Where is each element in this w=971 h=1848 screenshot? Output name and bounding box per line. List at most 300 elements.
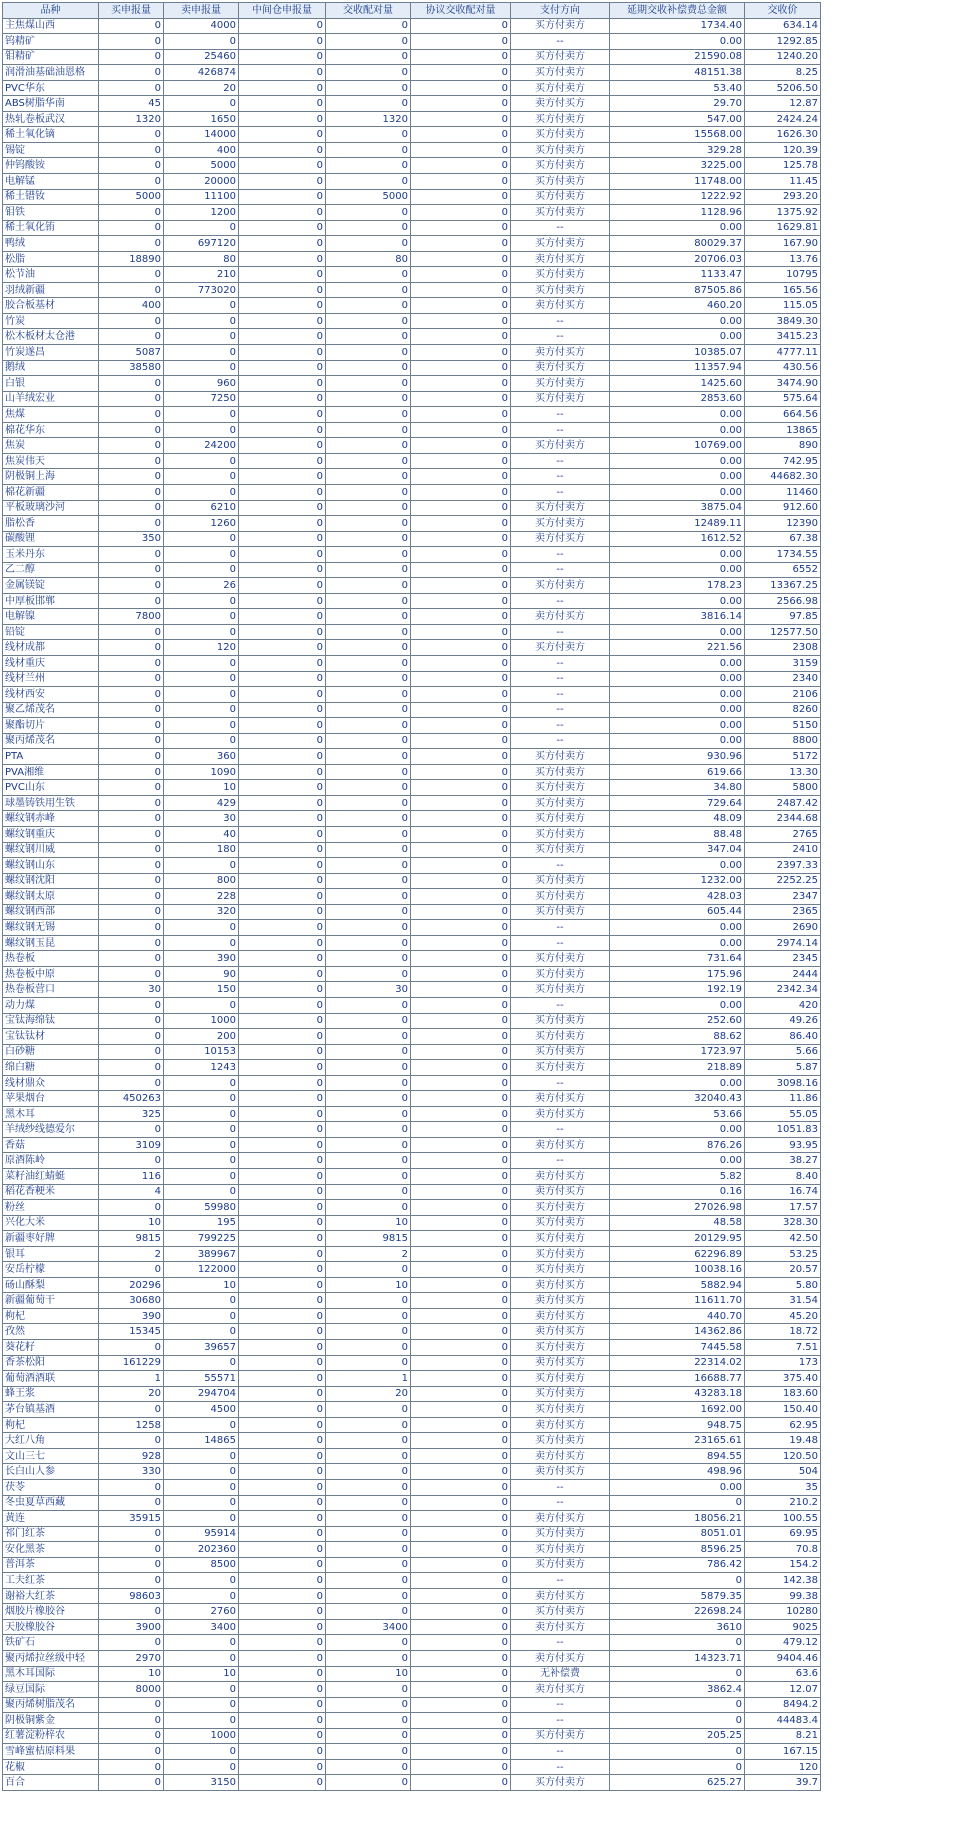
cell-buy-declared: 1320 bbox=[99, 111, 164, 127]
table-row bbox=[3, 500, 821, 516]
cell-compensation-total: 0.00 bbox=[610, 1075, 745, 1091]
cell-product-name: 平板玻璃沙河 bbox=[3, 500, 99, 516]
cell-sell-declared: 10153 bbox=[164, 1044, 239, 1060]
cell-agreement-matched: 0 bbox=[411, 1759, 511, 1775]
cell-agreement-matched: 0 bbox=[411, 469, 511, 485]
cell-compensation-total: 0.00 bbox=[610, 329, 745, 345]
cell-delivery-price: 63.6 bbox=[745, 1666, 821, 1682]
cell-compensation-total: 0.00 bbox=[610, 562, 745, 578]
cell-intermediate-declared: 0 bbox=[239, 1355, 326, 1371]
cell-sell-declared: 0 bbox=[164, 1744, 239, 1760]
cell-delivery-matched: 0 bbox=[326, 718, 411, 734]
cell-sell-declared: 0 bbox=[164, 1324, 239, 1340]
cell-sell-declared: 10 bbox=[164, 1277, 239, 1293]
cell-buy-declared: 400 bbox=[99, 298, 164, 314]
cell-delivery-matched: 0 bbox=[326, 842, 411, 858]
cell-compensation-total: 218.89 bbox=[610, 1060, 745, 1076]
cell-sell-declared: 0 bbox=[164, 1697, 239, 1713]
cell-product-name: 粉丝 bbox=[3, 1200, 99, 1216]
cell-product-name: 阴极铜上海 bbox=[3, 469, 99, 485]
cell-compensation-total: 20129.95 bbox=[610, 1231, 745, 1247]
cell-delivery-matched: 0 bbox=[326, 438, 411, 454]
cell-compensation-total: 205.25 bbox=[610, 1728, 745, 1744]
table-row bbox=[3, 951, 821, 967]
cell-sell-declared: 4500 bbox=[164, 1402, 239, 1418]
cell-intermediate-declared: 0 bbox=[239, 453, 326, 469]
cell-intermediate-declared: 0 bbox=[239, 391, 326, 407]
cell-compensation-total: 440.70 bbox=[610, 1308, 745, 1324]
cell-sell-declared: 697120 bbox=[164, 236, 239, 252]
cell-agreement-matched: 0 bbox=[411, 1666, 511, 1682]
cell-delivery-matched: 0 bbox=[326, 547, 411, 563]
cell-product-name: 热卷板营口 bbox=[3, 982, 99, 998]
table-row bbox=[3, 1231, 821, 1247]
cell-buy-declared: 0 bbox=[99, 966, 164, 982]
cell-payment-direction: -- bbox=[511, 733, 610, 749]
cell-product-name: 烟胶片橡胶谷 bbox=[3, 1604, 99, 1620]
cell-intermediate-declared: 0 bbox=[239, 422, 326, 438]
cell-delivery-matched: 0 bbox=[326, 329, 411, 345]
cell-delivery-price: 44682.30 bbox=[745, 469, 821, 485]
cell-sell-declared: 120 bbox=[164, 640, 239, 656]
cell-intermediate-declared: 0 bbox=[239, 1417, 326, 1433]
cell-sell-declared: 0 bbox=[164, 858, 239, 874]
cell-sell-declared: 0 bbox=[164, 593, 239, 609]
cell-delivery-price: 2365 bbox=[745, 904, 821, 920]
cell-intermediate-declared: 0 bbox=[239, 313, 326, 329]
cell-intermediate-declared: 0 bbox=[239, 671, 326, 687]
cell-intermediate-declared: 0 bbox=[239, 780, 326, 796]
cell-buy-declared: 0 bbox=[99, 1200, 164, 1216]
cell-sell-declared: 39657 bbox=[164, 1340, 239, 1356]
cell-delivery-price: 6552 bbox=[745, 562, 821, 578]
cell-delivery-matched: 20 bbox=[326, 1386, 411, 1402]
cell-delivery-matched: 0 bbox=[326, 1340, 411, 1356]
table-body bbox=[3, 18, 821, 1790]
cell-intermediate-declared: 0 bbox=[239, 1200, 326, 1216]
table-row bbox=[3, 733, 821, 749]
cell-delivery-price: 150.40 bbox=[745, 1402, 821, 1418]
cell-buy-declared: 0 bbox=[99, 65, 164, 81]
cell-compensation-total: 18056.21 bbox=[610, 1511, 745, 1527]
cell-compensation-total: 53.66 bbox=[610, 1106, 745, 1122]
cell-agreement-matched: 0 bbox=[411, 562, 511, 578]
cell-delivery-matched: 0 bbox=[326, 127, 411, 143]
cell-sell-declared: 180 bbox=[164, 842, 239, 858]
cell-delivery-price: 5206.50 bbox=[745, 80, 821, 96]
header-payment-direction: 支付方向 bbox=[511, 3, 610, 19]
cell-buy-declared: 7800 bbox=[99, 609, 164, 625]
cell-buy-declared: 0 bbox=[99, 282, 164, 298]
table-row bbox=[3, 1759, 821, 1775]
cell-agreement-matched: 0 bbox=[411, 1355, 511, 1371]
cell-product-name: 葵花籽 bbox=[3, 1340, 99, 1356]
cell-delivery-price: 7.51 bbox=[745, 1340, 821, 1356]
cell-agreement-matched: 0 bbox=[411, 1433, 511, 1449]
cell-sell-declared: 1000 bbox=[164, 1013, 239, 1029]
cell-buy-declared: 0 bbox=[99, 516, 164, 532]
cell-intermediate-declared: 0 bbox=[239, 687, 326, 703]
cell-compensation-total: 16688.77 bbox=[610, 1371, 745, 1387]
cell-delivery-price: 2252.25 bbox=[745, 873, 821, 889]
cell-compensation-total: 0 bbox=[610, 1635, 745, 1651]
cell-payment-direction: -- bbox=[511, 624, 610, 640]
cell-payment-direction: 卖方付买方 bbox=[511, 1324, 610, 1340]
cell-delivery-price: 8.25 bbox=[745, 65, 821, 81]
cell-delivery-matched: 0 bbox=[326, 920, 411, 936]
cell-delivery-price: 10795 bbox=[745, 267, 821, 283]
cell-product-name: 蜂王浆 bbox=[3, 1386, 99, 1402]
cell-payment-direction: -- bbox=[511, 220, 610, 236]
cell-sell-declared: 0 bbox=[164, 547, 239, 563]
cell-buy-declared: 450263 bbox=[99, 1091, 164, 1107]
cell-delivery-matched: 0 bbox=[326, 1200, 411, 1216]
cell-intermediate-declared: 0 bbox=[239, 764, 326, 780]
cell-sell-declared: 7250 bbox=[164, 391, 239, 407]
cell-buy-declared: 0 bbox=[99, 1542, 164, 1558]
cell-agreement-matched: 0 bbox=[411, 1495, 511, 1511]
cell-payment-direction: 买方付卖方 bbox=[511, 1340, 610, 1356]
cell-agreement-matched: 0 bbox=[411, 18, 511, 34]
cell-delivery-price: 2347 bbox=[745, 889, 821, 905]
table-row bbox=[3, 1402, 821, 1418]
cell-delivery-matched: 0 bbox=[326, 34, 411, 50]
cell-agreement-matched: 0 bbox=[411, 1308, 511, 1324]
cell-compensation-total: 0.16 bbox=[610, 1184, 745, 1200]
table-row bbox=[3, 282, 821, 298]
table-row bbox=[3, 795, 821, 811]
cell-sell-declared: 0 bbox=[164, 1511, 239, 1527]
cell-intermediate-declared: 0 bbox=[239, 1573, 326, 1589]
table-row bbox=[3, 578, 821, 594]
cell-delivery-price: 70.8 bbox=[745, 1542, 821, 1558]
cell-sell-declared: 0 bbox=[164, 220, 239, 236]
cell-intermediate-declared: 0 bbox=[239, 1448, 326, 1464]
cell-sell-declared: 95914 bbox=[164, 1526, 239, 1542]
cell-sell-declared: 150 bbox=[164, 982, 239, 998]
cell-delivery-matched: 0 bbox=[326, 484, 411, 500]
cell-intermediate-declared: 0 bbox=[239, 998, 326, 1014]
cell-buy-declared: 0 bbox=[99, 220, 164, 236]
cell-payment-direction: 卖方付买方 bbox=[511, 1511, 610, 1527]
cell-product-name: 线材鼎众 bbox=[3, 1075, 99, 1091]
cell-intermediate-declared: 0 bbox=[239, 1324, 326, 1340]
cell-payment-direction: -- bbox=[511, 1573, 610, 1589]
cell-delivery-matched: 10 bbox=[326, 1215, 411, 1231]
cell-intermediate-declared: 0 bbox=[239, 1340, 326, 1356]
cell-product-name: 香茶松阳 bbox=[3, 1355, 99, 1371]
cell-compensation-total: 3862.4 bbox=[610, 1682, 745, 1698]
cell-agreement-matched: 0 bbox=[411, 1075, 511, 1091]
cell-payment-direction: 买方付卖方 bbox=[511, 1557, 610, 1573]
cell-buy-declared: 0 bbox=[99, 34, 164, 50]
cell-sell-declared: 0 bbox=[164, 1355, 239, 1371]
cell-delivery-matched: 0 bbox=[326, 1029, 411, 1045]
table-row bbox=[3, 236, 821, 252]
cell-payment-direction: -- bbox=[511, 422, 610, 438]
cell-delivery-price: 8.21 bbox=[745, 1728, 821, 1744]
cell-agreement-matched: 0 bbox=[411, 1682, 511, 1698]
cell-buy-declared: 0 bbox=[99, 718, 164, 734]
cell-payment-direction: -- bbox=[511, 998, 610, 1014]
cell-buy-declared: 8000 bbox=[99, 1682, 164, 1698]
cell-delivery-matched: 0 bbox=[326, 795, 411, 811]
cell-payment-direction: 卖方付买方 bbox=[511, 1169, 610, 1185]
cell-sell-declared: 0 bbox=[164, 1091, 239, 1107]
cell-compensation-total: 0.00 bbox=[610, 547, 745, 563]
cell-delivery-matched: 0 bbox=[326, 1635, 411, 1651]
cell-compensation-total: 8596.25 bbox=[610, 1542, 745, 1558]
cell-payment-direction: 卖方付买方 bbox=[511, 1106, 610, 1122]
cell-intermediate-declared: 0 bbox=[239, 1308, 326, 1324]
cell-payment-direction: 买方付卖方 bbox=[511, 1200, 610, 1216]
cell-compensation-total: 498.96 bbox=[610, 1464, 745, 1480]
table-row bbox=[3, 1371, 821, 1387]
cell-product-name: 螺纹钢玉昆 bbox=[3, 935, 99, 951]
cell-payment-direction: 买方付卖方 bbox=[511, 811, 610, 827]
cell-sell-declared: 0 bbox=[164, 718, 239, 734]
cell-intermediate-declared: 0 bbox=[239, 935, 326, 951]
cell-agreement-matched: 0 bbox=[411, 1013, 511, 1029]
cell-compensation-total: 192.19 bbox=[610, 982, 745, 998]
cell-intermediate-declared: 0 bbox=[239, 593, 326, 609]
cell-delivery-price: 44483.4 bbox=[745, 1713, 821, 1729]
header-row bbox=[3, 3, 821, 19]
cell-product-name: 长白山人参 bbox=[3, 1464, 99, 1480]
cell-buy-declared: 0 bbox=[99, 1526, 164, 1542]
cell-product-name: 聚丙烯拉丝级中轻 bbox=[3, 1650, 99, 1666]
cell-product-name: 电解镍 bbox=[3, 609, 99, 625]
cell-payment-direction: 卖方付买方 bbox=[511, 1137, 610, 1153]
cell-agreement-matched: 0 bbox=[411, 500, 511, 516]
table-row bbox=[3, 313, 821, 329]
cell-delivery-price: 210.2 bbox=[745, 1495, 821, 1511]
cell-delivery-matched: 0 bbox=[326, 1075, 411, 1091]
table-row bbox=[3, 889, 821, 905]
cell-buy-declared: 0 bbox=[99, 1479, 164, 1495]
cell-buy-declared: 116 bbox=[99, 1169, 164, 1185]
cell-sell-declared: 0 bbox=[164, 920, 239, 936]
cell-payment-direction: -- bbox=[511, 935, 610, 951]
table-row bbox=[3, 811, 821, 827]
cell-delivery-matched: 0 bbox=[326, 687, 411, 703]
table-row bbox=[3, 1293, 821, 1309]
cell-delivery-matched: 0 bbox=[326, 453, 411, 469]
cell-delivery-matched: 0 bbox=[326, 1557, 411, 1573]
cell-agreement-matched: 0 bbox=[411, 1402, 511, 1418]
table-row bbox=[3, 111, 821, 127]
cell-intermediate-declared: 0 bbox=[239, 1029, 326, 1045]
cell-delivery-price: 13367.25 bbox=[745, 578, 821, 594]
cell-agreement-matched: 0 bbox=[411, 251, 511, 267]
cell-delivery-price: 13.76 bbox=[745, 251, 821, 267]
cell-sell-declared: 20000 bbox=[164, 174, 239, 190]
cell-delivery-matched: 0 bbox=[326, 1573, 411, 1589]
table-row bbox=[3, 858, 821, 874]
table-row bbox=[3, 438, 821, 454]
cell-sell-declared: 55571 bbox=[164, 1371, 239, 1387]
cell-agreement-matched: 0 bbox=[411, 453, 511, 469]
cell-product-name: 绿豆国际 bbox=[3, 1682, 99, 1698]
cell-delivery-matched: 10 bbox=[326, 1277, 411, 1293]
cell-payment-direction: -- bbox=[511, 1635, 610, 1651]
cell-intermediate-declared: 0 bbox=[239, 1495, 326, 1511]
cell-agreement-matched: 0 bbox=[411, 1184, 511, 1200]
cell-intermediate-declared: 0 bbox=[239, 158, 326, 174]
cell-product-name: 聚丙烯茂名 bbox=[3, 733, 99, 749]
cell-agreement-matched: 0 bbox=[411, 811, 511, 827]
cell-intermediate-declared: 0 bbox=[239, 1697, 326, 1713]
cell-buy-declared: 20296 bbox=[99, 1277, 164, 1293]
cell-compensation-total: 0.00 bbox=[610, 422, 745, 438]
cell-sell-declared: 294704 bbox=[164, 1386, 239, 1402]
cell-sell-declared: 90 bbox=[164, 966, 239, 982]
cell-compensation-total: 5.82 bbox=[610, 1169, 745, 1185]
cell-sell-declared: 0 bbox=[164, 1635, 239, 1651]
cell-delivery-price: 3098.16 bbox=[745, 1075, 821, 1091]
cell-product-name: 孜然 bbox=[3, 1324, 99, 1340]
cell-product-name: 普洱茶 bbox=[3, 1557, 99, 1573]
cell-payment-direction: 卖方付买方 bbox=[511, 1417, 610, 1433]
cell-compensation-total: 8051.01 bbox=[610, 1526, 745, 1542]
cell-buy-declared: 0 bbox=[99, 1153, 164, 1169]
cell-agreement-matched: 0 bbox=[411, 1557, 511, 1573]
cell-agreement-matched: 0 bbox=[411, 1091, 511, 1107]
cell-compensation-total: 0.00 bbox=[610, 593, 745, 609]
cell-delivery-matched: 0 bbox=[326, 873, 411, 889]
cell-payment-direction: -- bbox=[511, 547, 610, 563]
cell-intermediate-declared: 0 bbox=[239, 484, 326, 500]
cell-intermediate-declared: 0 bbox=[239, 1682, 326, 1698]
cell-delivery-matched: 0 bbox=[326, 733, 411, 749]
cell-sell-declared: 6210 bbox=[164, 500, 239, 516]
cell-agreement-matched: 0 bbox=[411, 795, 511, 811]
cell-payment-direction: 卖方付买方 bbox=[511, 345, 610, 361]
cell-compensation-total: 1133.47 bbox=[610, 267, 745, 283]
cell-sell-declared: 195 bbox=[164, 1215, 239, 1231]
cell-intermediate-declared: 0 bbox=[239, 1277, 326, 1293]
cell-product-name: 祁门红茶 bbox=[3, 1526, 99, 1542]
cell-agreement-matched: 0 bbox=[411, 609, 511, 625]
cell-intermediate-declared: 0 bbox=[239, 1759, 326, 1775]
cell-agreement-matched: 0 bbox=[411, 1340, 511, 1356]
cell-payment-direction: 卖方付买方 bbox=[511, 1293, 610, 1309]
cell-intermediate-declared: 0 bbox=[239, 904, 326, 920]
cell-buy-declared: 0 bbox=[99, 811, 164, 827]
cell-product-name: PVC山东 bbox=[3, 780, 99, 796]
cell-agreement-matched: 0 bbox=[411, 1153, 511, 1169]
cell-buy-declared: 0 bbox=[99, 935, 164, 951]
cell-payment-direction: -- bbox=[511, 655, 610, 671]
cell-intermediate-declared: 0 bbox=[239, 1169, 326, 1185]
cell-product-name: 砀山酥梨 bbox=[3, 1277, 99, 1293]
cell-compensation-total: 221.56 bbox=[610, 640, 745, 656]
cell-buy-declared: 0 bbox=[99, 1340, 164, 1356]
cell-delivery-price: 2566.98 bbox=[745, 593, 821, 609]
header-delivery-matched: 交收配对量 bbox=[326, 3, 411, 19]
cell-buy-declared: 0 bbox=[99, 1713, 164, 1729]
cell-product-name: 新疆葡萄干 bbox=[3, 1293, 99, 1309]
cell-payment-direction: 买方付卖方 bbox=[511, 1604, 610, 1620]
cell-buy-declared: 0 bbox=[99, 578, 164, 594]
cell-buy-declared: 0 bbox=[99, 1635, 164, 1651]
cell-compensation-total: 0.00 bbox=[610, 655, 745, 671]
cell-payment-direction: 卖方付买方 bbox=[511, 1091, 610, 1107]
cell-delivery-matched: 0 bbox=[326, 749, 411, 765]
cell-payment-direction: 买方付卖方 bbox=[511, 764, 610, 780]
cell-delivery-matched: 0 bbox=[326, 1293, 411, 1309]
cell-buy-declared: 0 bbox=[99, 687, 164, 703]
cell-product-name: 金属镁锭 bbox=[3, 578, 99, 594]
cell-compensation-total: 3875.04 bbox=[610, 500, 745, 516]
cell-product-name: 润滑油基础油恩格 bbox=[3, 65, 99, 81]
cell-agreement-matched: 0 bbox=[411, 360, 511, 376]
cell-agreement-matched: 0 bbox=[411, 329, 511, 345]
cell-payment-direction: -- bbox=[511, 329, 610, 345]
header-compensation-total: 延期交收补偿费总金额 bbox=[610, 3, 745, 19]
table-row bbox=[3, 1588, 821, 1604]
cell-payment-direction: -- bbox=[511, 484, 610, 500]
cell-delivery-price: 2342.34 bbox=[745, 982, 821, 998]
cell-payment-direction: 买方付卖方 bbox=[511, 65, 610, 81]
table-row bbox=[3, 749, 821, 765]
cell-delivery-price: 2345 bbox=[745, 951, 821, 967]
cell-compensation-total: 0.00 bbox=[610, 469, 745, 485]
cell-product-name: 枸杞 bbox=[3, 1308, 99, 1324]
cell-payment-direction: 买方付卖方 bbox=[511, 18, 610, 34]
cell-compensation-total: 1734.40 bbox=[610, 18, 745, 34]
cell-sell-declared: 389967 bbox=[164, 1246, 239, 1262]
cell-delivery-matched: 0 bbox=[326, 531, 411, 547]
cell-buy-declared: 330 bbox=[99, 1464, 164, 1480]
cell-intermediate-declared: 0 bbox=[239, 562, 326, 578]
cell-product-name: 胶合板基材 bbox=[3, 298, 99, 314]
cell-delivery-price: 38.27 bbox=[745, 1153, 821, 1169]
cell-delivery-price: 173 bbox=[745, 1355, 821, 1371]
cell-delivery-matched: 0 bbox=[326, 702, 411, 718]
cell-delivery-matched: 2 bbox=[326, 1246, 411, 1262]
cell-delivery-price: 154.2 bbox=[745, 1557, 821, 1573]
table-row bbox=[3, 1169, 821, 1185]
cell-delivery-price: 39.7 bbox=[745, 1775, 821, 1791]
cell-delivery-price: 2444 bbox=[745, 966, 821, 982]
cell-sell-declared: 0 bbox=[164, 1464, 239, 1480]
cell-payment-direction: -- bbox=[511, 1697, 610, 1713]
cell-compensation-total: 1425.60 bbox=[610, 376, 745, 392]
cell-product-name: 山羊绒宏业 bbox=[3, 391, 99, 407]
table-row bbox=[3, 376, 821, 392]
cell-intermediate-declared: 0 bbox=[239, 142, 326, 158]
cell-intermediate-declared: 0 bbox=[239, 1371, 326, 1387]
cell-buy-declared: 0 bbox=[99, 749, 164, 765]
cell-intermediate-declared: 0 bbox=[239, 127, 326, 143]
cell-sell-declared: 14000 bbox=[164, 127, 239, 143]
cell-delivery-matched: 0 bbox=[326, 935, 411, 951]
cell-delivery-price: 3849.30 bbox=[745, 313, 821, 329]
cell-sell-declared: 0 bbox=[164, 1308, 239, 1324]
cell-sell-declared: 3400 bbox=[164, 1619, 239, 1635]
cell-delivery-price: 99.38 bbox=[745, 1588, 821, 1604]
cell-payment-direction: 买方付卖方 bbox=[511, 1215, 610, 1231]
cell-delivery-price: 115.05 bbox=[745, 298, 821, 314]
cell-delivery-price: 45.20 bbox=[745, 1308, 821, 1324]
cell-delivery-matched: 0 bbox=[326, 1153, 411, 1169]
cell-product-name: 大红八角 bbox=[3, 1433, 99, 1449]
cell-delivery-matched: 0 bbox=[326, 516, 411, 532]
cell-product-name: 铅锭 bbox=[3, 624, 99, 640]
cell-product-name: 螺纹钢赤峰 bbox=[3, 811, 99, 827]
cell-product-name: ABS树脂华南 bbox=[3, 96, 99, 112]
